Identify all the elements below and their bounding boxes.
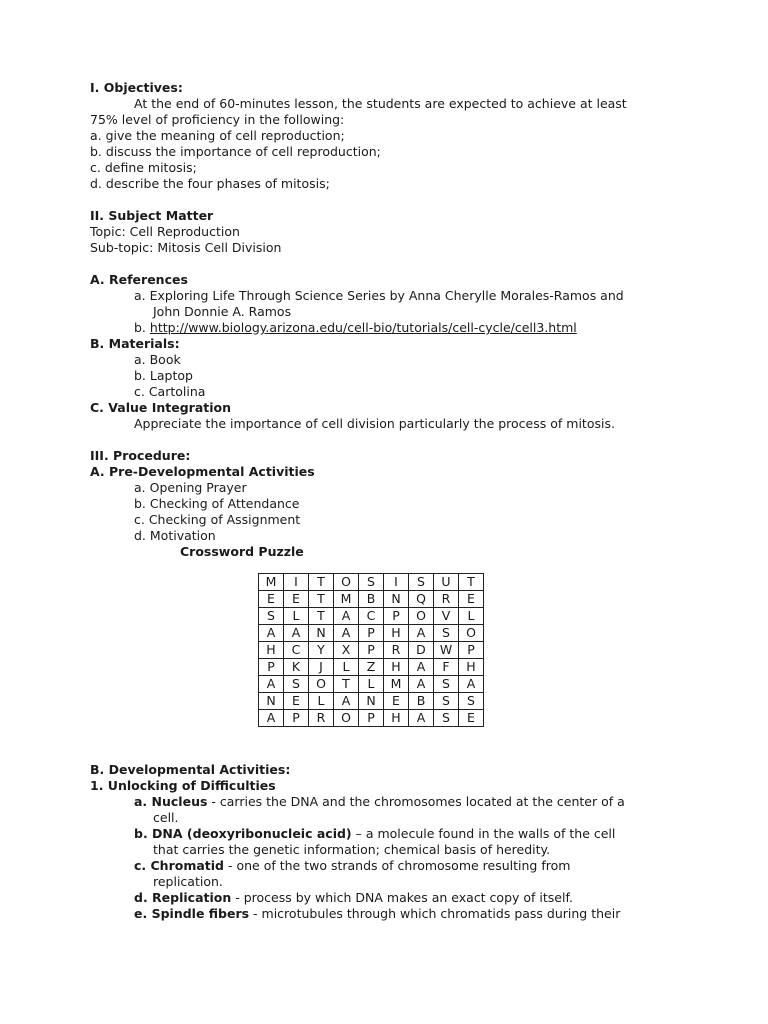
material-item: a. Book xyxy=(134,352,181,367)
crossword-cell: O xyxy=(334,574,359,591)
crossword-cell: U xyxy=(434,574,459,591)
term-item xyxy=(90,890,690,906)
crossword-cell: A xyxy=(409,659,434,676)
crossword-cell: P xyxy=(259,659,284,676)
pre-developmental-heading: A. Pre-Developmental Activities xyxy=(90,464,315,479)
references-heading: A. References xyxy=(90,272,188,287)
crossword-cell: O xyxy=(409,608,434,625)
term-definition: - microtubules through which chromatids pass during their xyxy=(249,906,621,921)
crossword-cell: P xyxy=(359,642,384,659)
crossword-cell: S xyxy=(259,608,284,625)
crossword-row xyxy=(259,625,484,642)
crossword-cell: K xyxy=(284,659,309,676)
objective-item: b. discuss the importance of cell reproduction; xyxy=(90,144,381,159)
crossword-cell: Q xyxy=(409,591,434,608)
crossword-cell: A xyxy=(334,693,359,710)
crossword-cell: S xyxy=(434,676,459,693)
crossword-cell: E xyxy=(459,591,484,608)
crossword-cell: A xyxy=(259,676,284,693)
crossword-cell: N xyxy=(309,625,334,642)
crossword-grid xyxy=(258,573,484,727)
crossword-cell: L xyxy=(284,608,309,625)
crossword-cell: T xyxy=(459,574,484,591)
crossword-cell: R xyxy=(309,710,334,727)
crossword-cell: H xyxy=(259,642,284,659)
crossword-cell: O xyxy=(309,676,334,693)
term-label: b. DNA (deoxyribonucleic acid) xyxy=(134,826,352,841)
subject-matter-heading: II. Subject Matter xyxy=(90,208,214,223)
value-integration-text: Appreciate the importance of cell division particularly the process of mitosis. xyxy=(134,416,615,431)
crossword-cell: A xyxy=(459,676,484,693)
crossword-cell: T xyxy=(334,676,359,693)
crossword-cell: D xyxy=(409,642,434,659)
reference-item xyxy=(90,320,690,336)
unlocking-heading: 1. Unlocking of Difficulties xyxy=(90,778,276,793)
crossword-cell: P xyxy=(359,625,384,642)
crossword-cell: M xyxy=(259,574,284,591)
crossword-cell: H xyxy=(384,659,409,676)
crossword-cell: Z xyxy=(359,659,384,676)
term-label: c. Chromatid xyxy=(134,858,225,873)
crossword-cell: A xyxy=(334,625,359,642)
subtopic-line: Sub-topic: Mitosis Cell Division xyxy=(90,240,282,255)
crossword-cell: R xyxy=(384,642,409,659)
crossword-cell: J xyxy=(309,659,334,676)
reference-link[interactable]: http://www.biology.arizona.edu/cell-bio/tutorials/cell-cycle/cell3.html xyxy=(149,320,577,335)
pre-activity-item: d. Motivation xyxy=(134,528,216,543)
crossword-cell: N xyxy=(259,693,284,710)
crossword-cell: B xyxy=(359,591,384,608)
crossword-cell: S xyxy=(284,676,309,693)
crossword-cell: T xyxy=(309,591,334,608)
crossword-cell: P xyxy=(359,710,384,727)
crossword-cell: P xyxy=(284,710,309,727)
pre-activity-item: a. Opening Prayer xyxy=(134,480,247,495)
term-item xyxy=(90,794,690,810)
crossword-cell: E xyxy=(284,693,309,710)
term-item xyxy=(90,858,690,874)
term-definition: – a molecule found in the walls of the cell xyxy=(351,826,616,841)
term-definition-cont: that carries the genetic information; chemical basis of heredity. xyxy=(153,842,551,857)
crossword-row xyxy=(259,574,484,591)
crossword-cell: S xyxy=(409,574,434,591)
crossword-cell: S xyxy=(434,693,459,710)
reference-prefix: b. xyxy=(134,320,146,335)
crossword-cell: A xyxy=(409,625,434,642)
term-item xyxy=(90,906,690,922)
objective-item: a. give the meaning of cell reproduction; xyxy=(90,128,345,143)
crossword-cell: I xyxy=(384,574,409,591)
developmental-section xyxy=(90,762,690,922)
material-item: b. Laptop xyxy=(134,368,193,383)
lesson-plan-page xyxy=(90,80,690,560)
crossword-cell: A xyxy=(259,625,284,642)
crossword-cell: S xyxy=(434,625,459,642)
crossword-row xyxy=(259,676,484,693)
reference-item-cont: John Donnie A. Ramos xyxy=(153,304,292,319)
term-label: d. Replication xyxy=(134,890,232,905)
crossword-cell: V xyxy=(434,608,459,625)
crossword-cell: T xyxy=(309,608,334,625)
objectives-heading: I. Objectives: xyxy=(90,80,183,95)
crossword-row xyxy=(259,693,484,710)
crossword-row xyxy=(259,710,484,727)
crossword-cell: N xyxy=(359,693,384,710)
crossword-cell: E xyxy=(259,591,284,608)
crossword-cell: R xyxy=(434,591,459,608)
procedure-heading: III. Procedure: xyxy=(90,448,191,463)
term-definition-cont: replication. xyxy=(153,874,223,889)
crossword-cell: W xyxy=(434,642,459,659)
crossword-cell: I xyxy=(284,574,309,591)
developmental-heading: B. Developmental Activities: xyxy=(90,762,291,777)
objective-item: c. define mitosis; xyxy=(90,160,197,175)
crossword-cell: T xyxy=(309,574,334,591)
topic-line: Topic: Cell Reproduction xyxy=(90,224,240,239)
crossword-cell: M xyxy=(334,591,359,608)
crossword-cell: S xyxy=(359,574,384,591)
crossword-cell: P xyxy=(459,642,484,659)
crossword-cell: N xyxy=(384,591,409,608)
value-integration-heading: C. Value Integration xyxy=(90,400,232,415)
crossword-cell: E xyxy=(384,693,409,710)
crossword-row xyxy=(259,642,484,659)
crossword-title: Crossword Puzzle xyxy=(180,544,304,559)
term-item xyxy=(90,826,690,842)
crossword-cell: P xyxy=(384,608,409,625)
crossword-cell: L xyxy=(309,693,334,710)
crossword-cell: F xyxy=(434,659,459,676)
crossword-cell: X xyxy=(334,642,359,659)
crossword-cell: A xyxy=(334,608,359,625)
crossword-cell: C xyxy=(284,642,309,659)
crossword-cell: L xyxy=(334,659,359,676)
crossword-cell: L xyxy=(459,608,484,625)
crossword-cell: O xyxy=(334,710,359,727)
crossword-cell: H xyxy=(384,625,409,642)
crossword-cell: A xyxy=(284,625,309,642)
crossword-cell: A xyxy=(259,710,284,727)
term-definition-cont: cell. xyxy=(153,810,179,825)
crossword-cell: A xyxy=(409,710,434,727)
crossword-cell: Y xyxy=(309,642,334,659)
crossword-cell: A xyxy=(409,676,434,693)
crossword-cell: L xyxy=(359,676,384,693)
crossword-row xyxy=(259,608,484,625)
material-item: c. Cartolina xyxy=(134,384,206,399)
crossword-cell: S xyxy=(434,710,459,727)
objectives-intro: At the end of 60-minutes lesson, the students are expected to achieve at least xyxy=(134,96,627,111)
term-definition: - carries the DNA and the chromosomes located at the center of a xyxy=(207,794,625,809)
term-definition: - one of the two strands of chromosome resulting from xyxy=(224,858,571,873)
term-label: e. Spindle fibers xyxy=(134,906,250,921)
crossword-cell: E xyxy=(284,591,309,608)
term-definition: - process by which DNA makes an exact copy of itself. xyxy=(231,890,573,905)
reference-item: a. Exploring Life Through Science Series by Anna Cherylle Morales-Ramos and xyxy=(134,288,624,303)
crossword-cell: B xyxy=(409,693,434,710)
crossword-cell: E xyxy=(459,710,484,727)
crossword-cell: C xyxy=(359,608,384,625)
crossword-row xyxy=(259,591,484,608)
crossword-cell: H xyxy=(459,659,484,676)
pre-activity-item: c. Checking of Assignment xyxy=(134,512,301,527)
crossword-cell: M xyxy=(384,676,409,693)
materials-heading: B. Materials: xyxy=(90,336,180,351)
objectives-intro-cont: 75% level of proficiency in the following: xyxy=(90,112,345,127)
pre-activity-item: b. Checking of Attendance xyxy=(134,496,300,511)
crossword-cell: S xyxy=(459,693,484,710)
crossword-cell: O xyxy=(459,625,484,642)
objective-item: d. describe the four phases of mitosis; xyxy=(90,176,330,191)
crossword-cell: H xyxy=(384,710,409,727)
crossword-row xyxy=(259,659,484,676)
term-label: a. Nucleus xyxy=(134,794,208,809)
